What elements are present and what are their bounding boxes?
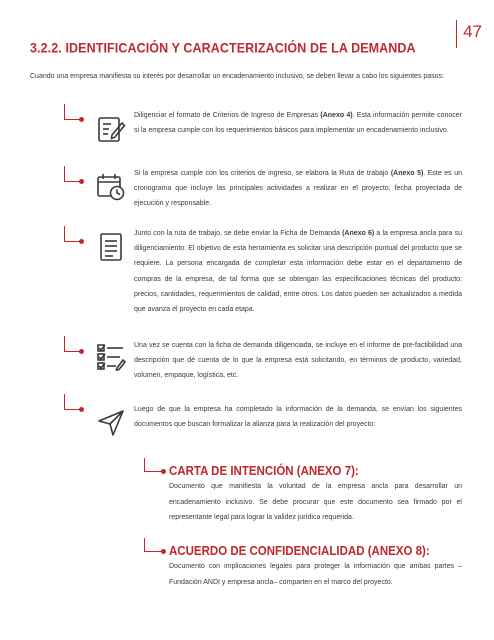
subitem-connector: [144, 538, 162, 552]
annex-reference: (Anexo 5): [390, 170, 424, 177]
page-number-divider: [456, 20, 457, 48]
step-text-main: Una vez se cuenta con la ficha de demanda diligenciada, se incluye en el informe de pre-factibilidad una descripción que dé cuenta de lo que la empresa está solicitando, en términos de producto, variedad, volumen, empaque, logística, etc.: [134, 342, 462, 380]
step-text-main: Diligenciar el formato de Criterios de Ingreso de Empresas: [134, 112, 321, 119]
step-text-main: Si la empresa cumple con los criterios de ingreso, se elabora la Ruta de trabajo: [134, 170, 391, 177]
annex-reference: (Anexo 4): [320, 112, 353, 119]
form-edit-icon: [96, 114, 126, 144]
page-number: 47: [463, 22, 482, 41]
subitem-title: CARTA DE INTENCIÓN (ANEXO 7):: [169, 465, 359, 479]
subitem-text: Documento que manifiesta la voluntad de la empresa ancla para desarrollar un encadenamiento inclusivo. Se debe procurar que este documento sea firmado por el representante legal para lograr la validez jurídica requerida.: [169, 483, 462, 522]
calendar-clock-icon: [96, 172, 126, 202]
document-lines-icon: [96, 232, 126, 262]
step-connector: [64, 166, 80, 182]
step-text-main: Junto con la ruta de trabajo, se debe enviar la Ficha de Demanda: [134, 230, 343, 237]
step-text: [134, 338, 462, 384]
step-connector: [64, 336, 80, 352]
step-text: [134, 108, 462, 138]
section-title: 3.2.2. IDENTIFICACIÓN Y CARACTERIZACIÓN DE LA DEMANDA: [30, 40, 416, 56]
step-text-tail: a la empresa ancla para su diligenciamiento. El objetivo de esta herramienta es solicitar una descripción puntual del producto que se requiere. La persona encargada de completar esta información debe estar en el departamento de compras de la empresa, de tal forma que se obtengan las especificaciones técnicas del producto: precios, cantidades, requerimientos de calidad, entre otros. Los datos pueden ser actualizados a medida que avanza el proyecto en cada etapa.: [134, 230, 462, 314]
subitem-connector: [144, 458, 162, 472]
intro-paragraph: Cuando una empresa manifiesta su interés por desarrollar un encadenamiento inclusivo, se deben llevar a cabo los siguientes pasos:: [30, 73, 445, 80]
subitem-title: ACUERDO DE CONFIDENCIALIDAD (ANEXO 8):: [169, 545, 430, 559]
step-connector: [64, 394, 80, 410]
send-icon: [96, 408, 126, 438]
checklist-icon: [96, 342, 126, 372]
step-text-main: Luego de que la empresa ha completado la información de la demanda, se envían los siguientes documentos que buscan formalizar la alianza para la realización del proyecto:: [134, 406, 462, 429]
step-text: [134, 226, 462, 317]
step-connector: [64, 104, 80, 120]
annex-reference: (Anexo 6): [342, 230, 375, 237]
step-text-tail: . Esta información permite conocer si la empresa cumple con los requerimientos básicos para implementar un encadenamiento inclusivo.: [134, 112, 462, 135]
step-text-tail: . Este es un cronograma que incluye las principales actividades a realizar en el proyecto, fecha proyectada de ejecución y responsable.: [134, 170, 462, 208]
step-text: [134, 166, 462, 212]
step-connector: [64, 226, 80, 242]
step-text: [134, 402, 462, 432]
subitem-text: Documento con implicaciones legales para proteger la información que ambas partes –Fundación ANDI y empresa ancla– comparten en el marco del proyecto.: [169, 563, 462, 586]
